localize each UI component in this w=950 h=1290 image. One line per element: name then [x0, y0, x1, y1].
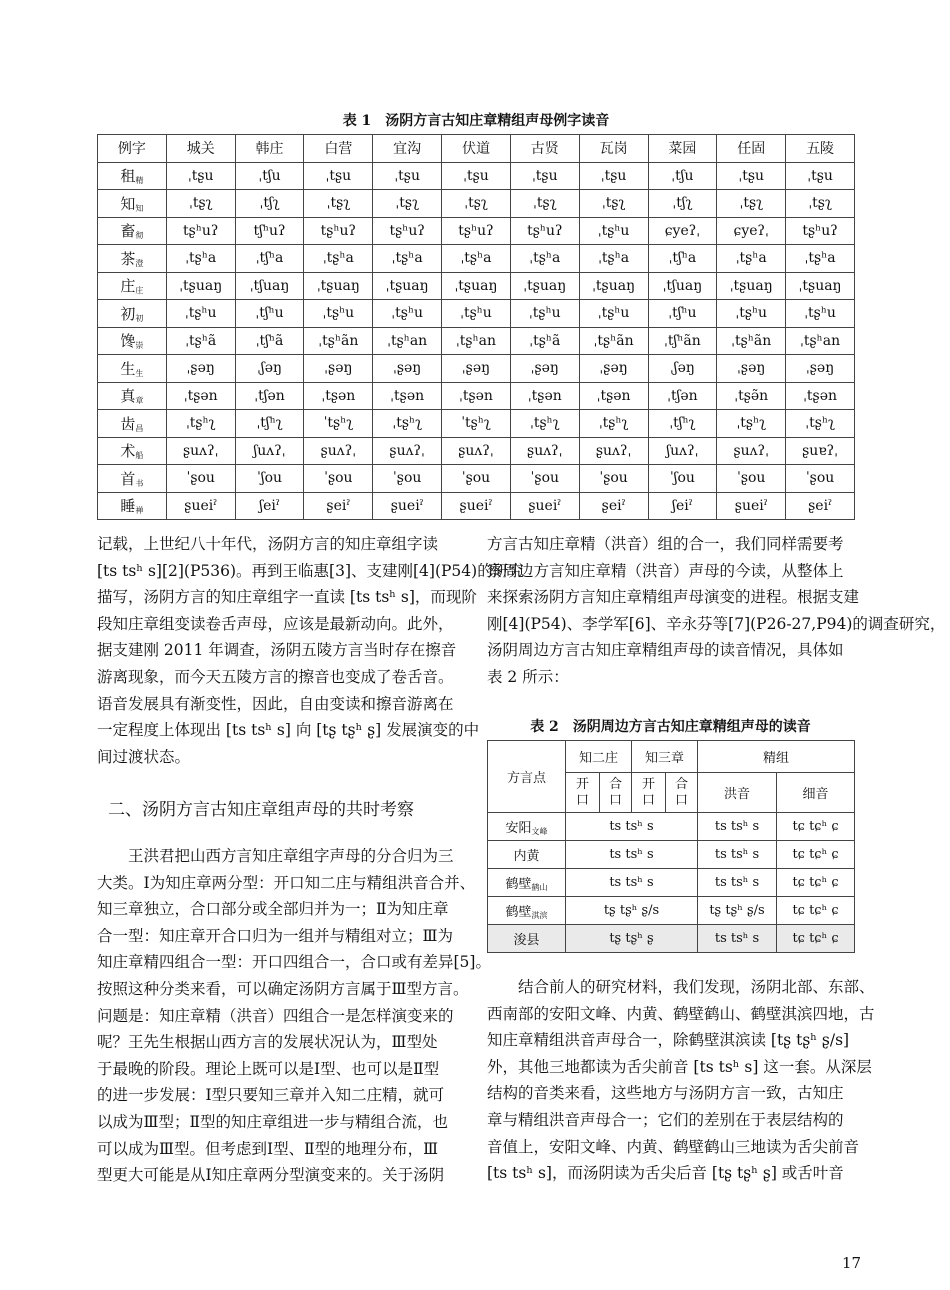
- t1-cell: ˌtʂʅ: [304, 190, 373, 218]
- t1-row: [98, 382, 855, 410]
- t1-cell: ˌtʂʰã: [510, 327, 579, 355]
- t1-cell: ˌtʂu: [510, 162, 579, 190]
- t1-cell: ˌʂəŋ: [304, 355, 373, 383]
- t2-row: [488, 869, 855, 897]
- t1-cell: ˈʂou: [373, 465, 442, 493]
- text-line: 可以成为Ⅲ型。但考虑到Ⅰ型、Ⅱ型的地理分布，Ⅲ: [97, 1139, 439, 1158]
- text-line: 来探索汤阴方言知庄章精组声母演变的进程。根据支建: [487, 588, 860, 607]
- t1-cell: ˌtʂu: [786, 162, 855, 190]
- t1-cell: ˈʂou: [166, 465, 235, 493]
- t1-cell: ˌtʂu: [373, 162, 442, 190]
- t2-row: [488, 813, 855, 841]
- t1-cell: ˌtʃʅ: [648, 190, 717, 218]
- t1-row: [98, 300, 855, 328]
- text-line: 以成为Ⅲ型；Ⅱ型的知庄章组进一步与精组合流，也: [97, 1112, 448, 1131]
- t2-header-he: 合口: [600, 773, 632, 813]
- t1-cell: ˌtʃʰu: [235, 300, 304, 328]
- t1-cell: ˌtʂən: [510, 382, 579, 410]
- t1-cell: tʂʰuʔ: [510, 217, 579, 245]
- t1-cell: ˌtʂu: [579, 162, 648, 190]
- t1-cell: tʂʰuʔ: [373, 217, 442, 245]
- t1-cell: ˌtʂʅ: [717, 190, 786, 218]
- t2-xi: tɕ tɕʰ ɕ: [777, 869, 855, 897]
- t2-row: [488, 841, 855, 869]
- t1-cell: ˌtʂʰʅ: [510, 410, 579, 438]
- t2-zhizhuangzhang: tʂ tʂʰ ʂ/s: [566, 897, 698, 925]
- t1-header-cell: 伏道: [442, 135, 511, 163]
- text-line: 大类。Ⅰ为知庄章两分型：开口知二庄与精组洪音合并、: [97, 873, 476, 892]
- t1-cell: ʃuʌʔˌ: [648, 437, 717, 465]
- t1-cell: ˌtʂʰan: [786, 327, 855, 355]
- text-line: 结合前人的研究材料，我们发现，汤阴北部、东部、: [518, 978, 875, 996]
- t1-cell: ˌtʂuaŋ: [373, 272, 442, 300]
- section-title: 二、汤阴方言古知庄章组声母的共时考察: [108, 800, 414, 820]
- t1-cell: ˌtʂuaŋ: [442, 272, 511, 300]
- t2-xi: tɕ tɕʰ ɕ: [777, 813, 855, 841]
- t1-cell: ˌtʂən: [373, 382, 442, 410]
- text-line: 呢？王先生根据山西方言的发展状况认为，Ⅲ型处: [97, 1033, 438, 1052]
- t1-cell: ˌtʂʰʅ: [166, 410, 235, 438]
- t1-cell: ˌtʂu: [717, 162, 786, 190]
- t1-cell: ˌtʃu: [235, 162, 304, 190]
- text-line: 方言古知庄章精（洪音）组的合一，我们同样需要考: [487, 535, 844, 553]
- t1-cell: ˌʂəŋ: [786, 355, 855, 383]
- t2-header-he2: 合口: [666, 773, 698, 813]
- t1-row: [98, 410, 855, 438]
- t1-cell: tʃʰuʔ: [235, 217, 304, 245]
- t1-cell: ˌtʂʅ: [579, 190, 648, 218]
- text-line: 结构的音类来看，这些地方与汤阴方言一致，古知庄: [487, 1084, 844, 1103]
- text-line: 于最晚的阶段。理论上既可以是Ⅰ型、也可以是Ⅱ型: [97, 1059, 440, 1078]
- t1-cell: ʃuʌʔˌ: [235, 437, 304, 465]
- t1-cell: ˌtʂuaŋ: [786, 272, 855, 300]
- t1-cell: ˌtʂʰu: [717, 300, 786, 328]
- t1-cell: ɕyeʔˌ: [717, 217, 786, 245]
- text-line: 间过渡状态。: [97, 747, 191, 766]
- t1-cell: ʂeiˀ: [579, 492, 648, 520]
- t1-cell: ˌʂəŋ: [579, 355, 648, 383]
- t1-row-char: 馋$_崇$: [98, 327, 167, 355]
- t1-cell: ˌtʂʰa: [717, 245, 786, 273]
- t1-cell: ˌtʂʅ: [442, 190, 511, 218]
- text-line: 的进一步发展：Ⅰ型只要知三章并入知二庄精，就可: [97, 1086, 445, 1105]
- t1-cell: ˌtʂu: [166, 162, 235, 190]
- t1-cell: ˌtʃʅ: [235, 190, 304, 218]
- t1-row-char: 术$_船$: [98, 437, 167, 465]
- t1-cell: ˌtʃu: [648, 162, 717, 190]
- t1-cell: ʂueiˀ: [510, 492, 579, 520]
- t1-row: [98, 217, 855, 245]
- t2-header-jing: 精组: [698, 741, 855, 773]
- t1-cell: ʂuʌʔˌ: [442, 437, 511, 465]
- t1-cell: ˌtʃən: [235, 382, 304, 410]
- t1-cell: ʂeiˀ: [304, 492, 373, 520]
- t1-cell: ˈʂou: [786, 465, 855, 493]
- t1-cell: ʂueiˀ: [442, 492, 511, 520]
- t1-row: [98, 492, 855, 520]
- t1-row-char: 畜$_彻$: [98, 217, 167, 245]
- t1-cell: ˌtʂʰu: [304, 300, 373, 328]
- t1-cell: ˌtʂʅ: [510, 190, 579, 218]
- t1-row-char: 租$_精$: [98, 162, 167, 190]
- left-paragraph-2: [97, 843, 491, 1189]
- t1-cell: ˌtʂʰan: [373, 327, 442, 355]
- t1-row-char: 知$_知$: [98, 190, 167, 218]
- text-line: 问题是：知庄章精（洪音）四组合一是怎样演变来的: [97, 1006, 454, 1025]
- t1-row: [98, 355, 855, 383]
- t1-row: [98, 465, 855, 493]
- t1-row-char: 首$_书$: [98, 465, 167, 493]
- t2-header-kai: 开口: [566, 773, 600, 813]
- t1-cell: ˌtʂʅ: [166, 190, 235, 218]
- t1-cell: ˌtʃʰa: [235, 245, 304, 273]
- t1-cell: ʂeiˀ: [786, 492, 855, 520]
- table1-caption: 表 1 汤阴方言古知庄章精组声母例字读音: [342, 113, 610, 129]
- text-line: 按照这种分类来看，可以确定汤阴方言属于Ⅲ型方言。: [97, 979, 469, 998]
- t1-cell: ˌtʂuaŋ: [717, 272, 786, 300]
- t1-cell: ˌtʂən: [442, 382, 511, 410]
- t1-cell: tʂʰuʔ: [442, 217, 511, 245]
- t2-header-hong: 洪音: [698, 773, 777, 813]
- t1-row: [98, 327, 855, 355]
- t1-cell: ˈʂou: [510, 465, 579, 493]
- t2-xi: tɕ tɕʰ ɕ: [777, 841, 855, 869]
- t1-cell: ˌtʂʰu: [442, 300, 511, 328]
- t2-header-zhi2zhuang: 知二庄: [566, 741, 632, 773]
- t1-cell: ˌtʂʰu: [786, 300, 855, 328]
- text-line: 章与精组洪音声母合一；它们的差别在于表层结构的: [487, 1110, 844, 1129]
- t1-cell: ˌtʂʰʅ: [579, 410, 648, 438]
- t1-cell: ˌtʂʰu: [579, 217, 648, 245]
- t1-header-cell: 瓦岗: [579, 135, 648, 163]
- t2-xi: tɕ tɕʰ ɕ: [777, 897, 855, 925]
- t1-row-char: 真$_章$: [98, 382, 167, 410]
- text-line: 记载，上世纪八十年代，汤阴方言的知庄章组字读: [97, 535, 439, 553]
- t1-cell: ˌtʂu: [304, 162, 373, 190]
- text-line: 知庄章精组洪音声母合一，除鹤壁淇滨读 [tʂ tʂʰ ʂ/s]: [487, 1031, 850, 1050]
- t1-cell: ˌʃəŋ: [648, 355, 717, 383]
- t1-cell: ʂuɐʔˌ: [786, 437, 855, 465]
- text-line: 游离现象，而今天五陵方言的擦音也变成了卷舌音。: [97, 667, 454, 686]
- t1-cell: ˈʂou: [304, 465, 373, 493]
- t1-cell: ʂuʌʔˌ: [166, 437, 235, 465]
- t1-cell: ʂuʌʔˌ: [579, 437, 648, 465]
- right-paragraph-1: [487, 531, 946, 691]
- t1-cell: ˌʂəŋ: [717, 355, 786, 383]
- t1-cell: ˌtʂən: [786, 382, 855, 410]
- t1-cell: ʂuʌʔˌ: [510, 437, 579, 465]
- text-line: [ts tsʰ s]，而汤阴读为舌尖后音 [tʂ tʂʰ ʂ] 或舌叶音: [487, 1164, 844, 1183]
- t1-cell: tʂʰuʔ: [786, 217, 855, 245]
- t1-cell: ˌtʂə̃n: [717, 382, 786, 410]
- t1-cell: ˌtʂʰu: [579, 300, 648, 328]
- t1-cell: ˌtʂʰãn: [717, 327, 786, 355]
- t1-cell: ˌtʂʰu: [373, 300, 442, 328]
- t1-header-cell: 例字: [98, 135, 167, 163]
- t1-header-cell: 古贤: [510, 135, 579, 163]
- t1-cell: ʃeiˀ: [235, 492, 304, 520]
- t2-header-zhi3zhang: 知三章: [632, 741, 698, 773]
- t2-point: 安阳$_{文峰}$: [488, 813, 566, 841]
- t1-cell: ɕyeʔˌ: [648, 217, 717, 245]
- text-line: 合一型：知庄章开合口归为一组并与精组对立；Ⅲ为: [97, 926, 453, 945]
- t2-point: 鹤壁$_{淇滨}$: [488, 897, 566, 925]
- t1-cell: ˌtʂən: [304, 382, 373, 410]
- t1-cell: ˌtʃʰãn: [648, 327, 717, 355]
- t1-cell: ʂuʌʔˌ: [717, 437, 786, 465]
- t2-xi: tɕ tɕʰ ɕ: [777, 925, 855, 953]
- t1-cell: ˌtʂʰa: [510, 245, 579, 273]
- t2-hong: ts tsʰ s: [698, 813, 777, 841]
- t1-cell: ˌtʂən: [579, 382, 648, 410]
- t1-cell: ˌtʂʰan: [442, 327, 511, 355]
- t1-header-cell: 城关: [166, 135, 235, 163]
- text-line: 型更大可能是从Ⅰ知庄章两分型演变来的。关于汤阴: [97, 1166, 445, 1185]
- t1-cell: ˌtʃʰa: [648, 245, 717, 273]
- t1-header-cell: 韩庄: [235, 135, 304, 163]
- t1-cell: ˌtʃʰʅ: [235, 410, 304, 438]
- t1-row-char: 齿$_昌$: [98, 410, 167, 438]
- t1-cell: ˌtʂʰʅ: [717, 410, 786, 438]
- t1-header-cell: 任固: [717, 135, 786, 163]
- t2-zhizhuangzhang: ts tsʰ s: [566, 869, 698, 897]
- t1-row: [98, 190, 855, 218]
- t1-cell: ˌtʂʰã: [166, 327, 235, 355]
- left-paragraph-1: [97, 531, 524, 770]
- text-line: 汤阴周边方言古知庄章精组声母的读音情况，具体如: [487, 641, 844, 660]
- text-line: [ts tsʰ s][2](P536)。再到王临惠[3]、支建刚[4](P54)的研究: [97, 561, 524, 580]
- t1-row: [98, 245, 855, 273]
- t1-cell: ˌtʂu: [442, 162, 511, 190]
- t1-cell: ˈtʂʰʅ: [304, 410, 373, 438]
- t1-cell: ˌtʂʰa: [166, 245, 235, 273]
- page-number: 17: [842, 1254, 862, 1272]
- t2-zhizhuangzhang: ts tsʰ s: [566, 841, 698, 869]
- t1-cell: ʃeiˀ: [648, 492, 717, 520]
- t1-cell: ʂueiˀ: [717, 492, 786, 520]
- t1-cell: ˌtʂʰʅ: [373, 410, 442, 438]
- t1-row: [98, 162, 855, 190]
- text-line: 音值上，安阳文峰、内黄、鹤壁鹤山三地读为舌尖前音: [487, 1137, 860, 1156]
- t1-cell: ˌʂəŋ: [442, 355, 511, 383]
- t1-cell: ˌʂəŋ: [373, 355, 442, 383]
- text-line: 外，其他三地都读为舌尖前音 [ts tsʰ s] 这一套。从深层: [487, 1057, 872, 1076]
- t1-cell: ˌtʂən: [166, 382, 235, 410]
- t1-cell: tʂʰuʔ: [304, 217, 373, 245]
- t1-cell: ˌtʂʰãn: [304, 327, 373, 355]
- t1-cell: ˌtʂuaŋ: [166, 272, 235, 300]
- t1-cell: ˌtʃʰã: [235, 327, 304, 355]
- t1-cell: ʂueiˀ: [373, 492, 442, 520]
- text-line: 表 2 所示：: [487, 667, 569, 686]
- t1-cell: ˌtʂʅ: [786, 190, 855, 218]
- t1-cell: ˌʃəŋ: [235, 355, 304, 383]
- t1-cell: ˈʃou: [235, 465, 304, 493]
- t1-row-char: 生$_生$: [98, 355, 167, 383]
- t1-cell: ˌtʂʰa: [786, 245, 855, 273]
- t1-cell: ʂuʌʔˌ: [304, 437, 373, 465]
- t1-header-cell: 菜园: [648, 135, 717, 163]
- t1-header-cell: 白营: [304, 135, 373, 163]
- t2-hong: ts tsʰ s: [698, 869, 777, 897]
- t1-cell: ˌtʃuaŋ: [235, 272, 304, 300]
- t1-cell: ʂueiˀ: [166, 492, 235, 520]
- t1-cell: ˈʂou: [442, 465, 511, 493]
- t1-header-cell: 五陵: [786, 135, 855, 163]
- text-line: 段知庄章组变读卷舌声母，应该是最新动向。此外，: [97, 614, 454, 633]
- text-line: 一定程度上体现出 [ts tsʰ s] 向 [tʂ tʂʰ ʂ] 发展演变的中: [97, 721, 480, 740]
- text-line: 据支建刚 2011 年调查，汤阴五陵方言当时存在擦音: [97, 641, 457, 660]
- t1-cell: ˌtʂʰa: [373, 245, 442, 273]
- t1-cell: ˌtʂuaŋ: [579, 272, 648, 300]
- t1-cell: ˌtʂʰa: [579, 245, 648, 273]
- t2-row: [488, 925, 855, 953]
- t2-header-kai2: 开口: [632, 773, 666, 813]
- t2-hong: ts tsʰ s: [698, 841, 777, 869]
- t1-cell: ˌtʂʰãn: [579, 327, 648, 355]
- table2-caption: 表 2 汤阴周边方言古知庄章精组声母的读音: [530, 719, 811, 735]
- text-line: 知庄章精四组合一型：开口四组合一，合口或有差异[5]。: [97, 953, 491, 972]
- t1-cell: ˌtʃuaŋ: [648, 272, 717, 300]
- t1-cell: ˌtʂʰu: [510, 300, 579, 328]
- t2-header-point: 方言点: [488, 741, 566, 813]
- t1-cell: ˌtʂʰa: [442, 245, 511, 273]
- text-line: 知三章独立，合口部分或全部归并为一；Ⅱ为知庄章: [97, 900, 449, 919]
- text-line: 描写，汤阴方言的知庄章组字一直读 [ts tsʰ s]，而现阶: [97, 588, 477, 607]
- text-line: 察周边方言知庄章精（洪音）声母的今读，从整体上: [487, 561, 844, 580]
- t1-header-cell: 宜沟: [373, 135, 442, 163]
- t1-cell: ˌtʂʰʅ: [786, 410, 855, 438]
- t1-cell: ˌtʂuaŋ: [510, 272, 579, 300]
- t1-row-char: 庄$_庄$: [98, 272, 167, 300]
- t2-point: 浚县: [488, 925, 566, 953]
- t1-cell: ˌʂəŋ: [166, 355, 235, 383]
- text-line: 西南部的安阳文峰、内黄、鹤壁鹤山、鹤壁淇滨四地，古: [487, 1004, 875, 1023]
- table2: [487, 740, 855, 953]
- t1-cell: ˈʂou: [579, 465, 648, 493]
- t2-hong: tʂ tʂʰ ʂ/s: [698, 897, 777, 925]
- t1-cell: ˈʂou: [717, 465, 786, 493]
- t1-row-char: 睡$_禅$: [98, 492, 167, 520]
- t1-row-char: 初$_初$: [98, 300, 167, 328]
- t2-header-xi: 细音: [777, 773, 855, 813]
- t2-point: 鹤壁$_{鹤山}$: [488, 869, 566, 897]
- t1-cell: ˌtʂʅ: [373, 190, 442, 218]
- t1-cell: tʂʰuʔ: [166, 217, 235, 245]
- t2-zhizhuangzhang: tʂ tʂʰ ʂ: [566, 925, 698, 953]
- t1-cell: ˌtʂuaŋ: [304, 272, 373, 300]
- text-line: 王洪君把山西方言知庄章组字声母的分合归为三: [128, 847, 454, 865]
- t2-point: 内黄: [488, 841, 566, 869]
- t1-cell: ʂuʌʔˌ: [373, 437, 442, 465]
- t1-row-char: 茶$_澄$: [98, 245, 167, 273]
- t1-cell: ˌʂəŋ: [510, 355, 579, 383]
- text-line: 语音发展具有渐变性，因此，自由变读和擦音游离在: [97, 694, 454, 713]
- t1-cell: ˌtʃʰʅ: [648, 410, 717, 438]
- t1-row: [98, 437, 855, 465]
- t1-cell: ˌtʃən: [648, 382, 717, 410]
- t1-cell: ˌtʃʰu: [648, 300, 717, 328]
- t2-hong: ts tsʰ s: [698, 925, 777, 953]
- t1-row: [98, 272, 855, 300]
- t1-cell: ˌtʂʰa: [304, 245, 373, 273]
- t1-cell: ˈtʂʰʅ: [442, 410, 511, 438]
- t1-cell: ˈʃou: [648, 465, 717, 493]
- t2-row: [488, 897, 855, 925]
- table1: [97, 134, 855, 520]
- t1-cell: ˌtʂʰu: [166, 300, 235, 328]
- text-line: 刚[4](P54)、李学军[6]、辛永芬等[7](P26-27,P94)的调查研究，: [487, 614, 946, 633]
- t2-zhizhuangzhang: ts tsʰ s: [566, 813, 698, 841]
- right-paragraph-2: [487, 974, 875, 1187]
